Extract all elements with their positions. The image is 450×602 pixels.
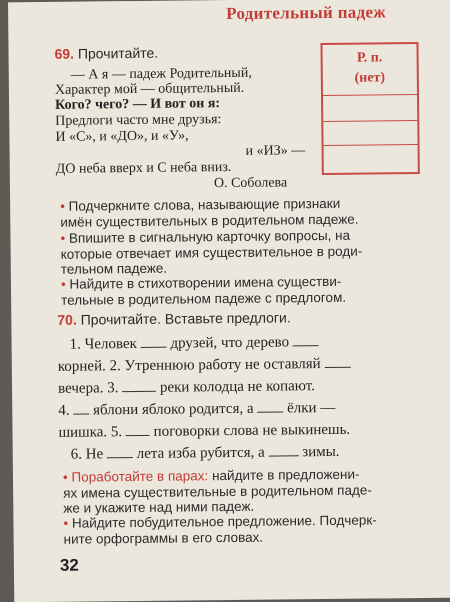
ex70-line-5: шишка. 5. поговорки слова не выкинешь. bbox=[58, 421, 351, 441]
blank-field[interactable] bbox=[268, 443, 298, 456]
ex70-line-3: вечера. 3. реки колодца не копают. bbox=[57, 378, 316, 397]
card-row-line bbox=[323, 120, 417, 122]
signal-card bbox=[320, 42, 419, 175]
card-row-line bbox=[323, 94, 417, 96]
card-subtitle: (нет) bbox=[354, 70, 386, 86]
exercise-69-instruction: Прочитайте. bbox=[77, 44, 159, 62]
blank-field[interactable] bbox=[324, 355, 350, 368]
task-69-1: • Подчеркните слова, называющие признаки имён существительных в родительном падеже. bbox=[60, 195, 359, 230]
poem-line-1: — А я — падеж Родительный, bbox=[70, 65, 252, 83]
task-69-2: • Впишите в сигнальную карточку вопросы, на которые отвечает имя существительное в роди- тельном падеже. bbox=[60, 227, 363, 277]
card-row-line bbox=[324, 144, 418, 146]
textbook-page bbox=[8, 0, 450, 602]
task-70-1: • Поработайте в парах: найдите в предложени- ях имена существительные в родительном паде- же и укажите над ними падеж. bbox=[62, 466, 372, 516]
blank-field[interactable] bbox=[126, 423, 150, 436]
blank-field[interactable] bbox=[257, 399, 283, 412]
poem-line-3: Кого? чего? — И вот он я: bbox=[55, 96, 221, 113]
ex70-line-1: 1. Человек друзей, что дерево bbox=[70, 333, 319, 354]
exercise-70-number: 70. bbox=[57, 311, 77, 328]
blank-field[interactable] bbox=[293, 333, 319, 346]
page-heading: Родительный падеж bbox=[226, 2, 387, 24]
poem-author: О. Соболева bbox=[213, 175, 288, 192]
blank-field[interactable] bbox=[122, 379, 156, 392]
poem-line-5: И «С», и «ДО», и «У», bbox=[55, 128, 189, 145]
ex70-line-4: 4. яблони яблоко родится, а ёлки — bbox=[58, 399, 336, 419]
task-69-3: • Найдите в стихотворении имена существи- тельные в родительном падеже с предлогом. bbox=[60, 273, 347, 308]
exercise-70-instruction: Прочитайте. Вставьте предлоги. bbox=[80, 309, 291, 328]
exercise-69-number: 69. bbox=[54, 45, 75, 62]
poem-line-2: Характер мой — общительный. bbox=[54, 80, 245, 98]
poem-line-6: и «ИЗ» — bbox=[245, 143, 306, 159]
card-title: Р. п. bbox=[356, 50, 383, 66]
poem-line-7: ДО неба вверх и С неба вниз. bbox=[55, 159, 232, 177]
page-number: 32 bbox=[59, 555, 79, 575]
poem-line-4: Предлоги часто мне друзья: bbox=[55, 112, 222, 129]
exercise-70-header bbox=[57, 309, 291, 327]
ex70-line-2: корней. 2. Утреннюю работу не оставляй bbox=[58, 355, 351, 376]
blank-field[interactable] bbox=[141, 335, 167, 348]
blank-field[interactable] bbox=[107, 445, 133, 458]
exercise-69-header bbox=[54, 45, 158, 62]
task-70-2: • Найдите побудительное предложение. Подчерк- ните орфограммы в его словах. bbox=[63, 512, 377, 547]
ex70-line-6: 6. Не лета изба рубится, а зимы. bbox=[70, 443, 340, 463]
blank-field[interactable] bbox=[73, 401, 89, 414]
